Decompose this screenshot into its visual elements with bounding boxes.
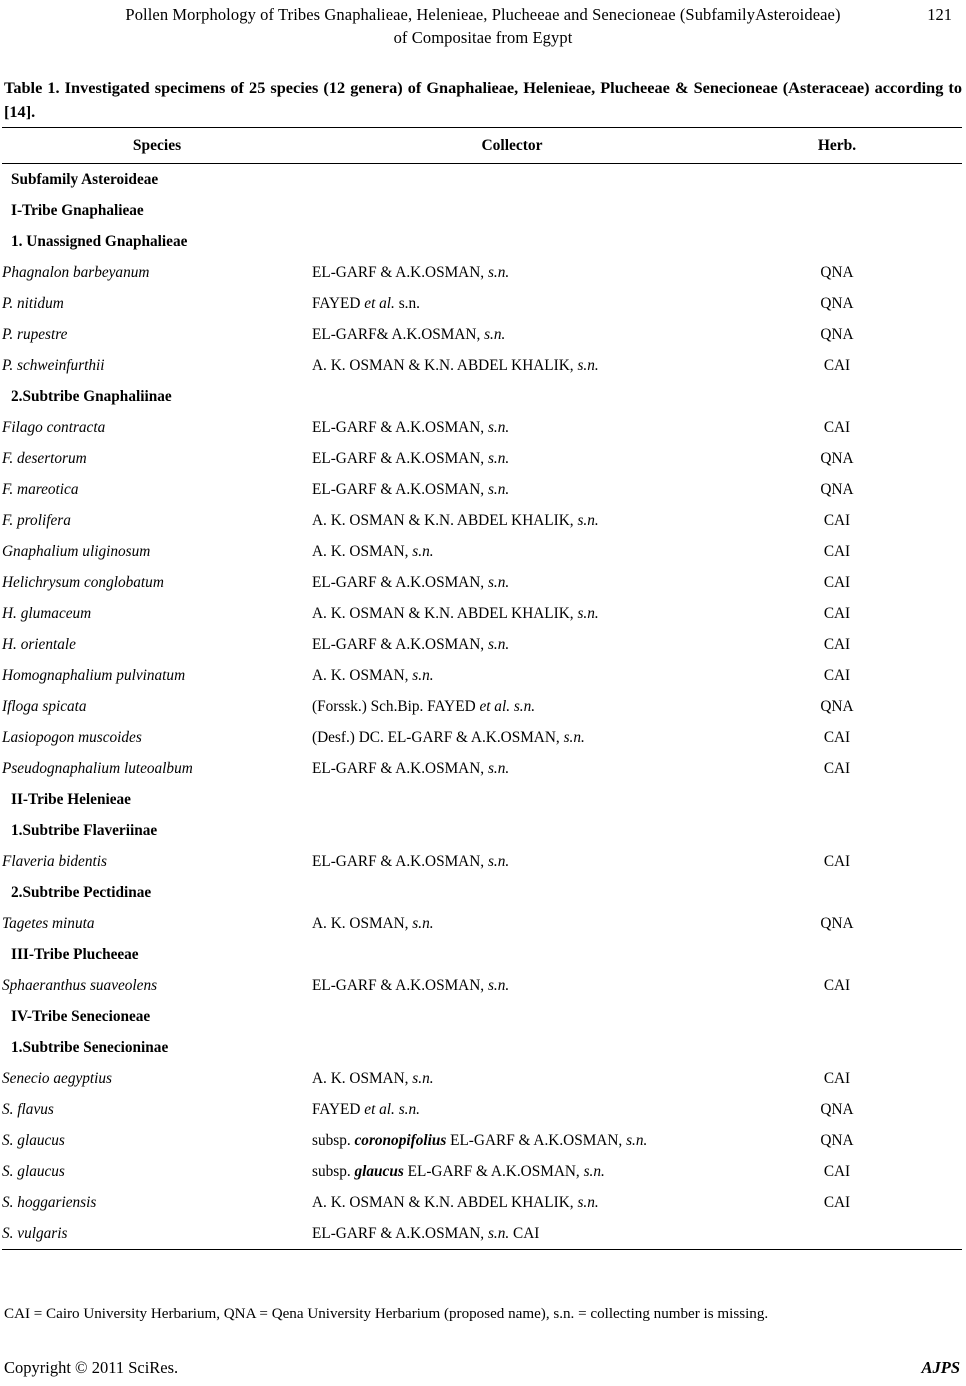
- collector-cell: [312, 1063, 712, 1094]
- table-row: [2, 257, 962, 288]
- collector-cell: [312, 1218, 712, 1250]
- herb-cell: CAI: [823, 356, 851, 374]
- table-section-row: [2, 164, 962, 196]
- collector-cell: [312, 288, 712, 319]
- species-cell: Senecio aegyptius: [2, 1069, 113, 1087]
- collector-cell: [312, 257, 712, 288]
- collector-italic-text: s.n.: [577, 1193, 599, 1211]
- collector-text: subsp.: [312, 1131, 355, 1149]
- herb-cell: QNA: [820, 325, 854, 343]
- section-heading: 1.Subtribe Senecioninae: [11, 1038, 169, 1056]
- table-head: [2, 128, 962, 164]
- table-row: [2, 1125, 962, 1156]
- collector-cell: [312, 598, 712, 629]
- table-row: [2, 1094, 962, 1125]
- herb-cell: CAI: [823, 666, 851, 684]
- collector-italic-text: et al. s.n.: [479, 697, 536, 715]
- table-row: [2, 722, 962, 753]
- running-head-line-1: Pollen Morphology of Tribes Gnaphalieae, Helenieae, Plucheeae and Senecioneae (SubfamilyAsteroideae): [125, 5, 841, 24]
- journal-abbreviation: AJPS: [921, 1358, 960, 1377]
- species-cell: H. glumaceum: [2, 604, 92, 622]
- collector-text: A. K. OSMAN,: [312, 542, 413, 560]
- table-row: [2, 536, 962, 567]
- collector-cell: [312, 691, 712, 722]
- table-section-row: [2, 381, 962, 412]
- table-row: [2, 288, 962, 319]
- species-cell: Helichrysum conglobatum: [2, 573, 164, 591]
- section-heading: 2.Subtribe Pectidinae: [11, 883, 152, 901]
- species-cell: F. desertorum: [2, 449, 87, 467]
- collector-cell: [312, 815, 712, 846]
- table-section-row: [2, 939, 962, 970]
- table-row: [2, 1156, 962, 1187]
- collector-text: A. K. OSMAN & K.N. ABDEL KHALIK,: [312, 604, 578, 622]
- herb-cell: [712, 877, 962, 908]
- herb-cell: CAI: [823, 418, 851, 436]
- table-section-row: [2, 784, 962, 815]
- herb-cell: QNA: [820, 1131, 854, 1149]
- collector-text: FAYED: [312, 294, 365, 312]
- species-cell: Phagnalon barbeyanum: [2, 263, 150, 281]
- table-section-row: [2, 226, 962, 257]
- herb-cell: [712, 195, 962, 226]
- herb-cell: QNA: [820, 449, 854, 467]
- collector-text: EL-GARF & A.K.OSMAN,: [312, 1224, 488, 1242]
- section-heading: II-Tribe Helenieae: [11, 790, 131, 808]
- table-row: [2, 970, 962, 1001]
- collector-italic-text: s.n.: [487, 449, 510, 467]
- table-row: [2, 908, 962, 939]
- table-row: [2, 1218, 962, 1250]
- collector-cell: [312, 846, 712, 877]
- herb-cell: QNA: [820, 914, 854, 932]
- collector-cell: [312, 1094, 712, 1125]
- collector-italic-text: s.n.: [583, 1162, 605, 1180]
- collector-italic-text: s.n.: [487, 976, 510, 994]
- collector-cell: [312, 536, 712, 567]
- collector-cell: [312, 970, 712, 1001]
- collector-cell: [312, 443, 712, 474]
- collector-cell: [312, 381, 712, 412]
- collector-italic-text: s.n.: [487, 263, 510, 281]
- species-cell: Filago contracta: [2, 418, 106, 436]
- species-cell: Pseudognaphalium luteoalbum: [2, 759, 193, 777]
- collector-text: EL-GARF & A.K.OSMAN,: [312, 480, 488, 498]
- herb-cell: CAI: [823, 604, 851, 622]
- column-header-species: Species: [132, 137, 182, 154]
- collector-italic-text: s.n.: [412, 1069, 434, 1087]
- herb-cell: [712, 381, 962, 412]
- collector-text: s.n.: [394, 294, 420, 312]
- section-heading: 1.Subtribe Flaveriinae: [11, 821, 158, 839]
- herb-cell: QNA: [820, 294, 854, 312]
- species-cell: Flaveria bidentis: [2, 852, 107, 870]
- herb-cell: QNA: [820, 480, 854, 498]
- species-cell: P. nitidum: [2, 294, 64, 312]
- collector-text: A. K. OSMAN & K.N. ABDEL KHALIK,: [312, 356, 578, 374]
- page-footer: [4, 1358, 960, 1378]
- collector-cell: [312, 722, 712, 753]
- collector-text: EL-GARF & A.K.OSMAN,: [312, 573, 488, 591]
- species-cell: F. mareotica: [2, 480, 79, 498]
- collector-text: EL-GARF & A.K.OSMAN,: [312, 449, 488, 467]
- table-row: [2, 629, 962, 660]
- collector-text: subsp.: [312, 1162, 355, 1180]
- collector-italic-text: s.n.: [412, 914, 434, 932]
- species-cell: S. glaucus: [2, 1131, 65, 1149]
- column-header-collector: Collector: [481, 137, 543, 154]
- column-header-herb: Herb.: [817, 137, 857, 154]
- collector-cell: [312, 350, 712, 381]
- species-cell: Gnaphalium uliginosum: [2, 542, 151, 560]
- collector-cell: [312, 474, 712, 505]
- page-number: 121: [927, 5, 952, 24]
- collector-italic-text: s.n.: [412, 542, 434, 560]
- herb-cell: CAI: [823, 542, 851, 560]
- section-heading: 1. Unassigned Gnaphalieae: [11, 232, 188, 250]
- copyright-text: Copyright © 2011 SciRes.: [4, 1358, 179, 1377]
- collector-text: A. K. OSMAN & K.N. ABDEL KHALIK,: [312, 511, 578, 529]
- collector-cell: [312, 567, 712, 598]
- collector-text: A. K. OSMAN,: [312, 914, 413, 932]
- table-row: [2, 443, 962, 474]
- collector-text: EL-GARF & A.K.OSMAN,: [446, 1131, 627, 1149]
- species-cell: Homognaphalium pulvinatum: [2, 666, 186, 684]
- collector-cell: [312, 753, 712, 784]
- herb-cell: CAI: [823, 1162, 851, 1180]
- collector-italic-text: et al.: [364, 294, 395, 312]
- collector-text: EL-GARF & A.K.OSMAN,: [403, 1162, 584, 1180]
- herb-cell: [712, 815, 962, 846]
- herb-cell: CAI: [823, 635, 851, 653]
- table-section-row: [2, 815, 962, 846]
- table-row: [2, 753, 962, 784]
- herb-cell: CAI: [823, 1069, 851, 1087]
- collector-cell: [312, 164, 712, 196]
- collector-cell: [312, 226, 712, 257]
- herb-cell: CAI: [823, 573, 851, 591]
- collector-text: EL-GARF & A.K.OSMAN,: [312, 852, 488, 870]
- collector-cell: [312, 1156, 712, 1187]
- collector-text: CAI: [509, 1224, 540, 1242]
- collector-cell: [312, 629, 712, 660]
- section-heading: 2.Subtribe Gnaphaliinae: [11, 387, 172, 405]
- collector-text: A. K. OSMAN,: [312, 1069, 413, 1087]
- species-cell: Tagetes minuta: [2, 914, 95, 932]
- section-heading: I-Tribe Gnaphalieae: [11, 201, 144, 219]
- herb-cell: [712, 1218, 962, 1250]
- herb-cell: QNA: [820, 1100, 854, 1118]
- table-footnote: CAI = Cairo University Herbarium, QNA = Qena University Herbarium (proposed name), s.n. = collecting number is missing.: [4, 1306, 769, 1322]
- collector-cell: [312, 1125, 712, 1156]
- table-row: [2, 846, 962, 877]
- table-row: [2, 412, 962, 443]
- table-header-row: [2, 128, 962, 164]
- species-cell: P. schweinfurthii: [2, 356, 105, 374]
- herb-cell: CAI: [823, 728, 851, 746]
- herb-cell: QNA: [820, 263, 854, 281]
- table-row: [2, 505, 962, 536]
- collector-cell: [312, 1187, 712, 1218]
- collector-cell: [312, 877, 712, 908]
- table-row: [2, 474, 962, 505]
- collector-italic-text: s.n.: [487, 852, 510, 870]
- collector-italic-text: et al. s.n.: [364, 1100, 420, 1118]
- species-cell: H. orientale: [2, 635, 76, 653]
- collector-italic-text: s.n.: [577, 604, 599, 622]
- collector-italic-text: s.n.: [577, 356, 599, 374]
- species-cell: Ifloga spicata: [2, 697, 87, 715]
- herb-cell: CAI: [823, 1193, 851, 1211]
- running-head: [0, 0, 966, 49]
- collector-text: EL-GARF& A.K.OSMAN,: [312, 325, 485, 343]
- table-row: [2, 319, 962, 350]
- herb-cell: CAI: [823, 759, 851, 777]
- herb-cell: QNA: [820, 697, 854, 715]
- collector-italic-text: s.n.: [487, 635, 510, 653]
- collector-italic-text: s.n.: [487, 759, 510, 777]
- collector-text: EL-GARF & A.K.OSMAN,: [312, 635, 488, 653]
- collector-text: FAYED: [312, 1100, 365, 1118]
- table-section-row: [2, 195, 962, 226]
- collector-cell: [312, 908, 712, 939]
- specimens-table-wrap: [2, 127, 962, 1250]
- collector-italic-text: s.n.: [484, 325, 506, 343]
- species-cell: S. glaucus: [2, 1162, 65, 1180]
- section-heading: IV-Tribe Senecioneae: [11, 1007, 151, 1025]
- collector-italic-text: s.n.: [563, 728, 585, 746]
- collector-italic-text: s.n.: [487, 573, 510, 591]
- collector-cell: [312, 1001, 712, 1032]
- table-section-row: [2, 877, 962, 908]
- collector-cell: [312, 412, 712, 443]
- table-row: [2, 1063, 962, 1094]
- collector-italic-text: s.n.: [487, 1224, 510, 1242]
- collector-cell: [312, 660, 712, 691]
- table-row: [2, 567, 962, 598]
- subspecies-epithet: glaucus: [354, 1162, 404, 1180]
- collector-text: (Desf.) DC. EL-GARF & A.K.OSMAN,: [312, 728, 564, 746]
- section-heading: Subfamily Asteroideae: [11, 170, 159, 188]
- collector-italic-text: s.n.: [487, 418, 510, 436]
- table-row: [2, 691, 962, 722]
- table-caption: Table 1. Investigated specimens of 25 species (12 genera) of Gnaphalieae, Helenieae, Plucheeae & Senecioneae (Asteraceae) according to [14].: [4, 78, 962, 121]
- species-cell: F. prolifera: [2, 511, 71, 529]
- herb-cell: CAI: [823, 852, 851, 870]
- collector-cell: [312, 1032, 712, 1063]
- herb-cell: [712, 784, 962, 815]
- collector-italic-text: s.n.: [577, 511, 599, 529]
- collector-italic-text: s.n.: [626, 1131, 648, 1149]
- collector-text: EL-GARF & A.K.OSMAN,: [312, 263, 488, 281]
- herb-cell: CAI: [823, 511, 851, 529]
- table-section-row: [2, 1001, 962, 1032]
- herb-cell: [712, 1001, 962, 1032]
- specimens-table: [2, 127, 962, 1250]
- herb-cell: [712, 226, 962, 257]
- species-cell: Sphaeranthus suaveolens: [2, 976, 158, 994]
- collector-text: EL-GARF & A.K.OSMAN,: [312, 418, 488, 436]
- table-section-row: [2, 1032, 962, 1063]
- table-row: [2, 1187, 962, 1218]
- species-cell: S. flavus: [2, 1100, 54, 1118]
- herb-cell: [712, 939, 962, 970]
- collector-text: (Forssk.) Sch.Bip. FAYED: [312, 697, 480, 715]
- collector-cell: [312, 784, 712, 815]
- collector-cell: [312, 505, 712, 536]
- table-body: [2, 164, 962, 1250]
- collector-cell: [312, 939, 712, 970]
- species-cell: S. vulgaris: [2, 1224, 68, 1242]
- collector-italic-text: s.n.: [487, 480, 510, 498]
- species-cell: Lasiopogon muscoides: [2, 728, 142, 746]
- species-cell: P. rupestre: [2, 325, 68, 343]
- herb-cell: [712, 164, 962, 196]
- collector-text: A. K. OSMAN & K.N. ABDEL KHALIK,: [312, 1193, 578, 1211]
- collector-text: A. K. OSMAN,: [312, 666, 413, 684]
- collector-italic-text: s.n.: [412, 666, 434, 684]
- herb-cell: CAI: [823, 976, 851, 994]
- table-row: [2, 350, 962, 381]
- running-head-line-2: of Compositae from Egypt: [393, 28, 573, 47]
- collector-cell: [312, 195, 712, 226]
- table-row: [2, 598, 962, 629]
- collector-text: EL-GARF & A.K.OSMAN,: [312, 976, 488, 994]
- herb-cell: [712, 1032, 962, 1063]
- species-cell: S. hoggariensis: [2, 1193, 97, 1211]
- collector-cell: [312, 319, 712, 350]
- section-heading: III-Tribe Plucheeae: [11, 945, 139, 963]
- subspecies-epithet: coronopifolius: [354, 1131, 447, 1149]
- collector-text: EL-GARF & A.K.OSMAN,: [312, 759, 488, 777]
- table-row: [2, 660, 962, 691]
